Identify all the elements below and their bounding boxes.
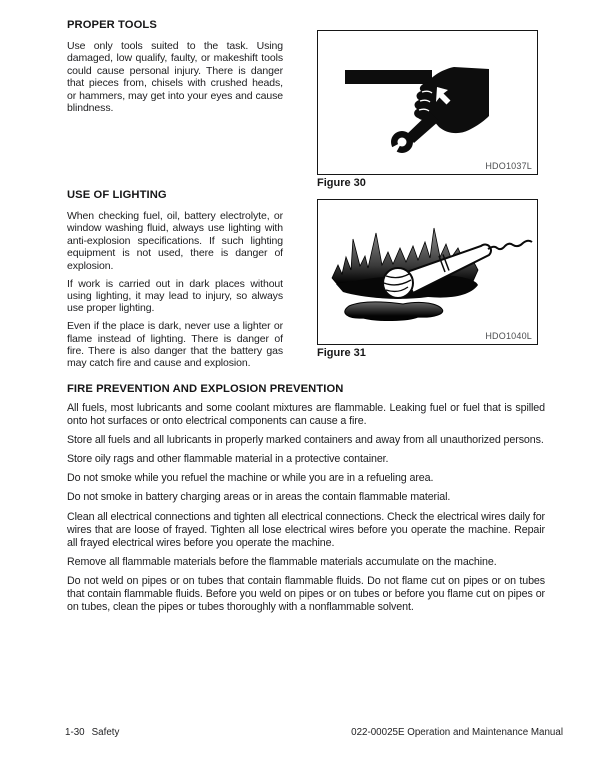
section-heading: USE OF LIGHTING [67, 189, 167, 201]
section-use-of-lighting [67, 189, 283, 370]
body-paragraph: Even if the place is dark, never use a lighter or flame instead of lighting. There is danger of fire. There is also danger that the battery gas may catch fire and cause and explosion. [67, 320, 283, 370]
figure-31-box [317, 199, 538, 345]
section-heading: PROPER TOOLS [67, 19, 157, 31]
body-paragraph: Store oily rags and other flammable material in a protective container. [67, 453, 389, 466]
footer-left [65, 727, 119, 738]
body-paragraph: Store all fuels and all lubricants in properly marked containers and away from all unauthorized persons. [67, 434, 544, 447]
body-paragraph: When checking fuel, oil, battery electrolyte, or window washing fluid, always use lighting with anti-explosion specifications. If such lighting equipment is not used, there is danger of explosion. [67, 210, 283, 272]
figure-30-box [317, 30, 538, 175]
body-paragraph: Clean all electrical connections and tighten all electrical connections. Check the electrical wires daily for wires that are loose of frayed. Tighten all lose electrical wires before you operate the machine. Repair all frayed electrical wires before you operate the machine. [67, 510, 546, 549]
body-paragraph: Do not smoke in battery charging areas or in areas the contain flammable material. [67, 491, 451, 504]
footer-section-label: Safety [91, 727, 120, 738]
figure-31-caption: Figure 31 [317, 347, 366, 359]
figure-code-label: HDO1037L [485, 161, 532, 171]
footer-page-number: 1-30 [65, 727, 85, 738]
section-heading: FIRE PREVENTION AND EXPLOSION PREVENTION [67, 383, 344, 395]
work-lamp-in-flames-illustration [318, 200, 537, 344]
body-paragraph: If work is carried out in dark places without using lighting, it may lead to injury, so always use proper lighting. [67, 277, 283, 315]
figure-code-label: HDO1040L [485, 331, 532, 341]
body-paragraph: Do not weld on pipes or on tubes that contain flammable fluids. Do not flame cut on pipes or on tubes that contain flammable fluids. Before you weld on pipes or on tubes or before you flame cut on pipes or on tubes, clean the pipes or tubes thoroughly with a nonflammable solvent. [67, 574, 545, 614]
body-paragraph: All fuels, most lubricants and some coolant mixtures are flammable. Leaking fuel or fuel that is spilled onto hot surfaces or onto electrical components can cause a fire. [67, 402, 545, 428]
hand-holding-wrench-illustration [318, 31, 537, 174]
body-paragraph: Use only tools suited to the task. Using damaged, low qualify, faulty, or makeshift tools could cause personal injury. There is danger that pieces from, chisels with crushed heads, or hammers, may get into your eyes and cause blindness. [67, 40, 283, 115]
footer-manual-title: 022-00025E Operation and Maintenance Manual [351, 727, 563, 738]
body-paragraph: Do not smoke while you refuel the machine or while you are in a refueling area. [67, 472, 434, 485]
body-paragraph: Remove all flammable materials before the flammable materials accumulate on the machine. [67, 555, 497, 568]
section-fire-prevention [67, 383, 545, 614]
figure-30-caption: Figure 30 [317, 177, 366, 189]
page-footer [65, 727, 563, 738]
section-proper-tools [67, 19, 283, 114]
